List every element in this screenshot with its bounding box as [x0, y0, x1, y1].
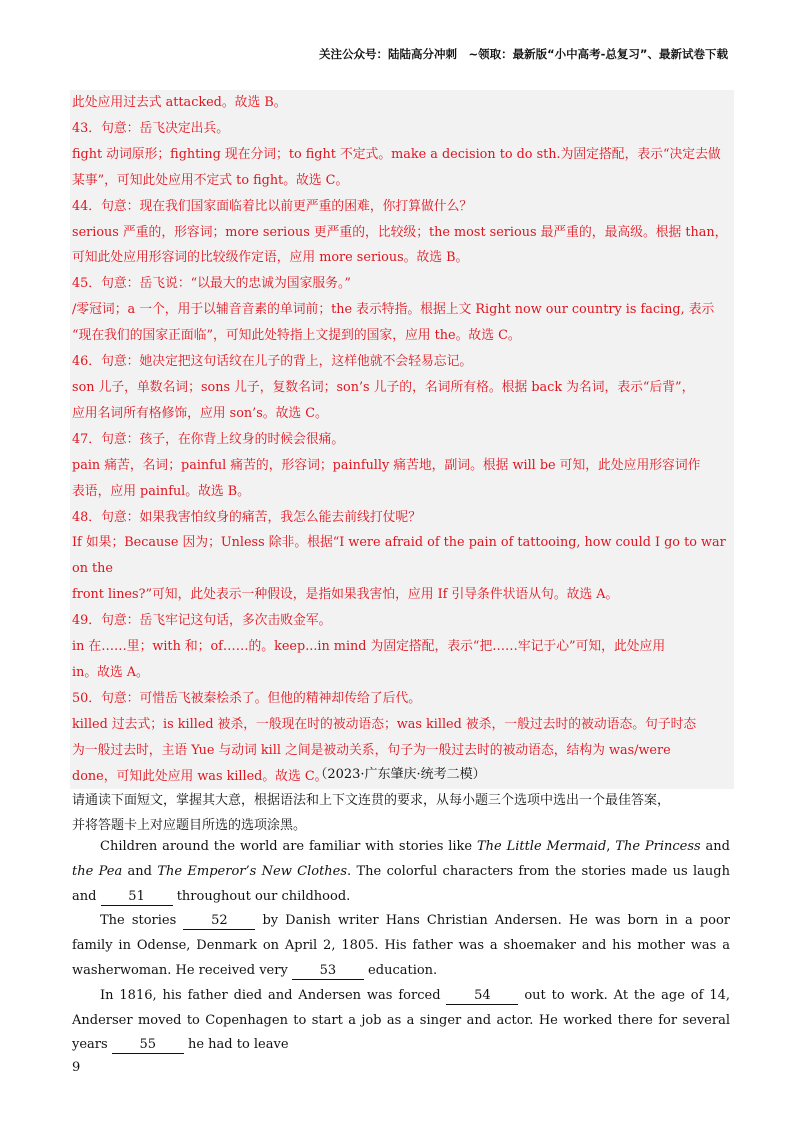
answer-line: 48．句意：如果我害怕纹身的痛苦，我怎么能去前线打仗呢？ — [72, 509, 422, 525]
answer-line: /零冠词；a 一个，用于以辅音音素的单词前；the 表示特指。根据上文 Right now our country is facing, 表示 — [72, 302, 715, 318]
answer-line: 44．句意：现在我们国家面临着比以前更严重的困难，你打算做什么？ — [72, 198, 473, 214]
answer-line: pain 痛苦，名词；painful 痛苦的，形容词；painfully 痛苦地，副词。根据 will be 可知，此处应用形容词作 — [72, 457, 701, 473]
answer-line: 43．句意：岳飞决定出兵。 — [72, 120, 230, 136]
passage-paragraph-2 — [72, 909, 730, 983]
text-run: and — [700, 839, 731, 854]
blank-55: 55 — [112, 1037, 184, 1054]
blank-54: 54 — [446, 988, 518, 1005]
answer-line: done，可知此处应用 was killed。故选 C。 — [72, 768, 328, 784]
text-run: Children around the world are familiar with stories like — [100, 839, 477, 854]
answer-explanations — [70, 90, 734, 789]
exam-source: （2023·广东肇庆·统考二模） — [314, 767, 486, 782]
blank-51: 51 — [101, 889, 173, 906]
instruction-line: 请通读下面短文，掌握其大意，根据语法和上下文连贯的要求，从每小题三个选项中选出一个最佳答案， — [72, 793, 671, 808]
blank-52: 52 — [183, 913, 255, 930]
answer-line: son 儿子，单数名词；sons 儿子，复数名词；son’s 儿子的，名词所有格。根据 back 为名词，表示“后背”， — [72, 379, 695, 395]
story-title: The Princess — [615, 839, 701, 854]
answer-line: 为一般过去时，主语 Yue 与动词 kill 之间是被动关系，句子为一般过去时的被动语态，结构为 was/were — [72, 742, 671, 758]
answer-line: 46．句意：她决定把这句话纹在儿子的背上，这样他就不会轻易忘记。 — [72, 354, 473, 370]
instruction-line: 并将答题卡上对应题目所选的选项涂黑。 — [72, 818, 307, 833]
story-title: The Emperor’s New Clothes — [157, 863, 348, 879]
passage-paragraph-1 — [72, 835, 730, 909]
reading-passage — [72, 835, 730, 1058]
text-run: he had to leave — [183, 1037, 289, 1053]
text-run: by Danish writer Hans Christian Andersen. He was born in a poor family in Odense, Denmark on April 2, 1805. His father was a shoemaker and his mother was a washerwoman. He received very — [72, 913, 730, 978]
answer-line: in 在……里；with 和；of……的。keep...in mind 为固定搭配，表示“把……牢记于心”可知，此处应用 — [72, 639, 666, 655]
answer-line: 49．句意：岳飞牢记这句话，多次击败金军。 — [72, 613, 332, 629]
text-run: education. — [363, 962, 438, 978]
passage-paragraph-3 — [72, 984, 730, 1058]
instructions — [72, 788, 732, 838]
text-run: . The colorful characters from the stories made us laugh and — [72, 863, 731, 904]
answer-line: 47．句意：孩子，在你背上纹身的时候会很痛。 — [72, 431, 345, 447]
page-header: 关注公众号：陆陆高分冲刺 ~领取：最新版“小中高考-总复习”、最新试卷下载 — [318, 47, 728, 61]
answer-line: If 如果；Because 因为；Unless 除非。根据“I were afraid of the pain of tattooing, how could I go to war on the — [72, 535, 726, 577]
blank-53: 53 — [292, 963, 364, 980]
story-title: The Little Mermaid — [476, 839, 607, 854]
text-run: out to work. At the age of 14, Anderser moved to Copenhagen to start a job as a singer and actor. He worked there for several years — [72, 987, 730, 1053]
text-run: and — [122, 863, 158, 879]
answer-line: 45．句意：岳飞说：“以最大的忠诚为国家服务。” — [72, 276, 351, 292]
answer-line: 50．句意：可惜岳飞被秦桧杀了。但他的精神却传给了后代。 — [72, 690, 422, 706]
answer-line: 某事”，可知此处应用不定式 to fight。故选 C。 — [72, 172, 349, 188]
answer-line: 可知此处应用形容词的比较级作定语，应用 more serious。故选 B。 — [72, 250, 469, 266]
text-run: In 1816, his father died and Andersen was forced — [100, 987, 447, 1003]
text-run: , — [606, 839, 616, 854]
answer-line: serious 严重的，形容词；more serious 更严重的，比较级；the most serious 最严重的，最高级。根据 than， — [72, 224, 728, 240]
text-run: The stories — [100, 913, 184, 929]
story-title: the Pea — [72, 863, 123, 879]
answer-line: fight 动词原形；fighting 现在分词；to fight 不定式。make a decision to do sth.为固定搭配，表示“决定去做 — [72, 146, 721, 162]
answer-line: “现在我们的国家正面临”，可知此处特指上文提到的国家，应用 the。故选 C。 — [72, 328, 521, 344]
page-number: 9 — [72, 1060, 81, 1075]
answer-line: front lines?”可知，此处表示一种假设，是指如果我害怕，应用 If 引导条件状语从句。故选 A。 — [72, 587, 619, 603]
answer-line: killed 过去式；is killed 被杀，一般现在时的被动语态；was killed 被杀，一般过去时的被动语态。句子时态 — [72, 716, 697, 732]
answer-line: 此处应用过去式 attacked。故选 B。 — [72, 95, 287, 110]
answer-line: 表语，应用 painful。故选 B。 — [72, 483, 250, 499]
text-run: throughout our childhood. — [172, 888, 351, 904]
answer-line: in。故选 A。 — [72, 664, 149, 680]
answer-line: 应用名词所有格修饰，应用 son’s。故选 C。 — [72, 405, 328, 421]
